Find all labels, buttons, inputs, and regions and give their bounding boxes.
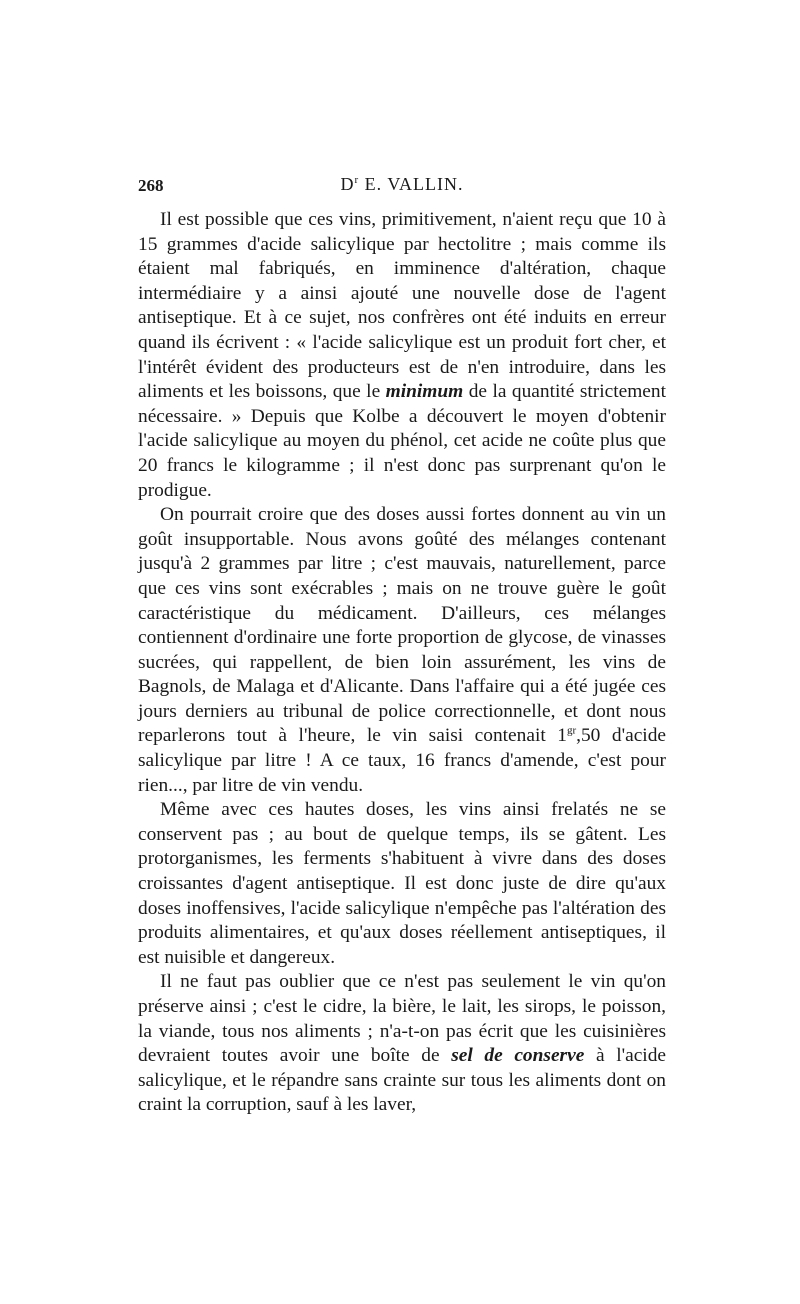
paragraph-2: [138, 503, 666, 798]
paragraph-3: Même avec ces hautes doses, les vins ainsi frelatés ne se conservent pas ; au bout de quelque temps, ils se gâtent. Les protorganismes, les ferments s'habituent à vivre dans des doses croissantes d'agent antiseptique. Il est donc juste de dire qu'aux doses inoffensives, l'acide salicylique n'empêche pas l'altération des produits alimentaires, et qu'aux doses réellement antiseptiques, il est nuisible et dangereux.: [138, 799, 666, 968]
author-prefix: D: [340, 174, 355, 194]
paragraph-4-text-a: Il ne faut pas oublier que ce n'est pas seulement le vin qu'on préserve ainsi ; c'est le cidre, la bière, le lait, les sirops, le poisson, la viande, tous nos aliments ; n'a-t-on pas écrit que les cuisinières devraient toutes avoir une boîte de: [138, 971, 666, 1067]
paragraph-2-text-b: ,50 d'acide salicylique par litre ! A ce taux, 16 francs d'amende, c'est pour rien..., par litre de vin vendu.: [138, 725, 666, 796]
paragraph-1-emphasis: minimum: [385, 381, 464, 403]
author-name: E. VALLIN.: [364, 174, 464, 194]
body-text: [138, 208, 666, 1118]
paragraph-4-text-b: à l'acide salicylique, et le répandre sans crainte sur tous les aliments dont on craint la corruption, sauf à les laver,: [138, 1045, 666, 1116]
paragraph-4: [138, 970, 666, 1118]
paragraph-2-superscript: gr: [566, 725, 577, 737]
paragraph-1: [138, 208, 666, 503]
paragraph-1-text-a: Il est possible que ces vins, primitivement, n'aient reçu que 10 à 15 grammes d'acide salicylique par hectolitre ; mais comme ils étaient mal fabriqués, en imminence d'altération, chaque intermédiaire y a ainsi ajouté une nouvelle dose de l'agent antiseptique. Et à ce sujet, nos confrères ont été induits en erreur quand ils écrivent : « l'acide salicylique est un produit fort cher, et l'intérêt évident des producteurs est de n'en introduire, dans les aliments et les boissons, que le: [138, 209, 666, 403]
running-head: [138, 174, 666, 195]
author-sup: r: [354, 174, 360, 186]
paragraph-4-emphasis: sel de conserve: [451, 1045, 585, 1067]
paragraph-2-text-a: On pourrait croire que des doses aussi fortes donnent au vin un goût insupportable. Nous avons goûté des mélanges contenant jusqu'à 2 grammes par litre ; c'est mauvais, naturellement, parce que ces vins sont exécrables ; mais on ne trouve guère le goût caractéristique du médicament. D'ailleurs, ces mélanges contiennent d'ordinaire une forte proportion de glycose, de vinasses sucrées, qui rappellent, de bien loin assurément, les vins de Bagnols, de Malaga et d'Alicante. Dans l'affaire qui a été jugée ces jours derniers au tribunal de police correctionnelle, et dont nous reparlerons tout à l'heure, le vin saisi contenait 1: [138, 504, 666, 747]
paragraph-1-text-b: de la quantité strictement nécessaire. » Depuis que Kolbe a découvert le moyen d'obtenir l'acide salicylique au moyen du phénol, cet acide ne coûte plus que 20 francs le kilogramme ; il n'est donc pas surprenant qu'on le prodigue.: [138, 381, 666, 501]
page-number: 268: [138, 176, 164, 195]
page-header: [138, 172, 666, 200]
